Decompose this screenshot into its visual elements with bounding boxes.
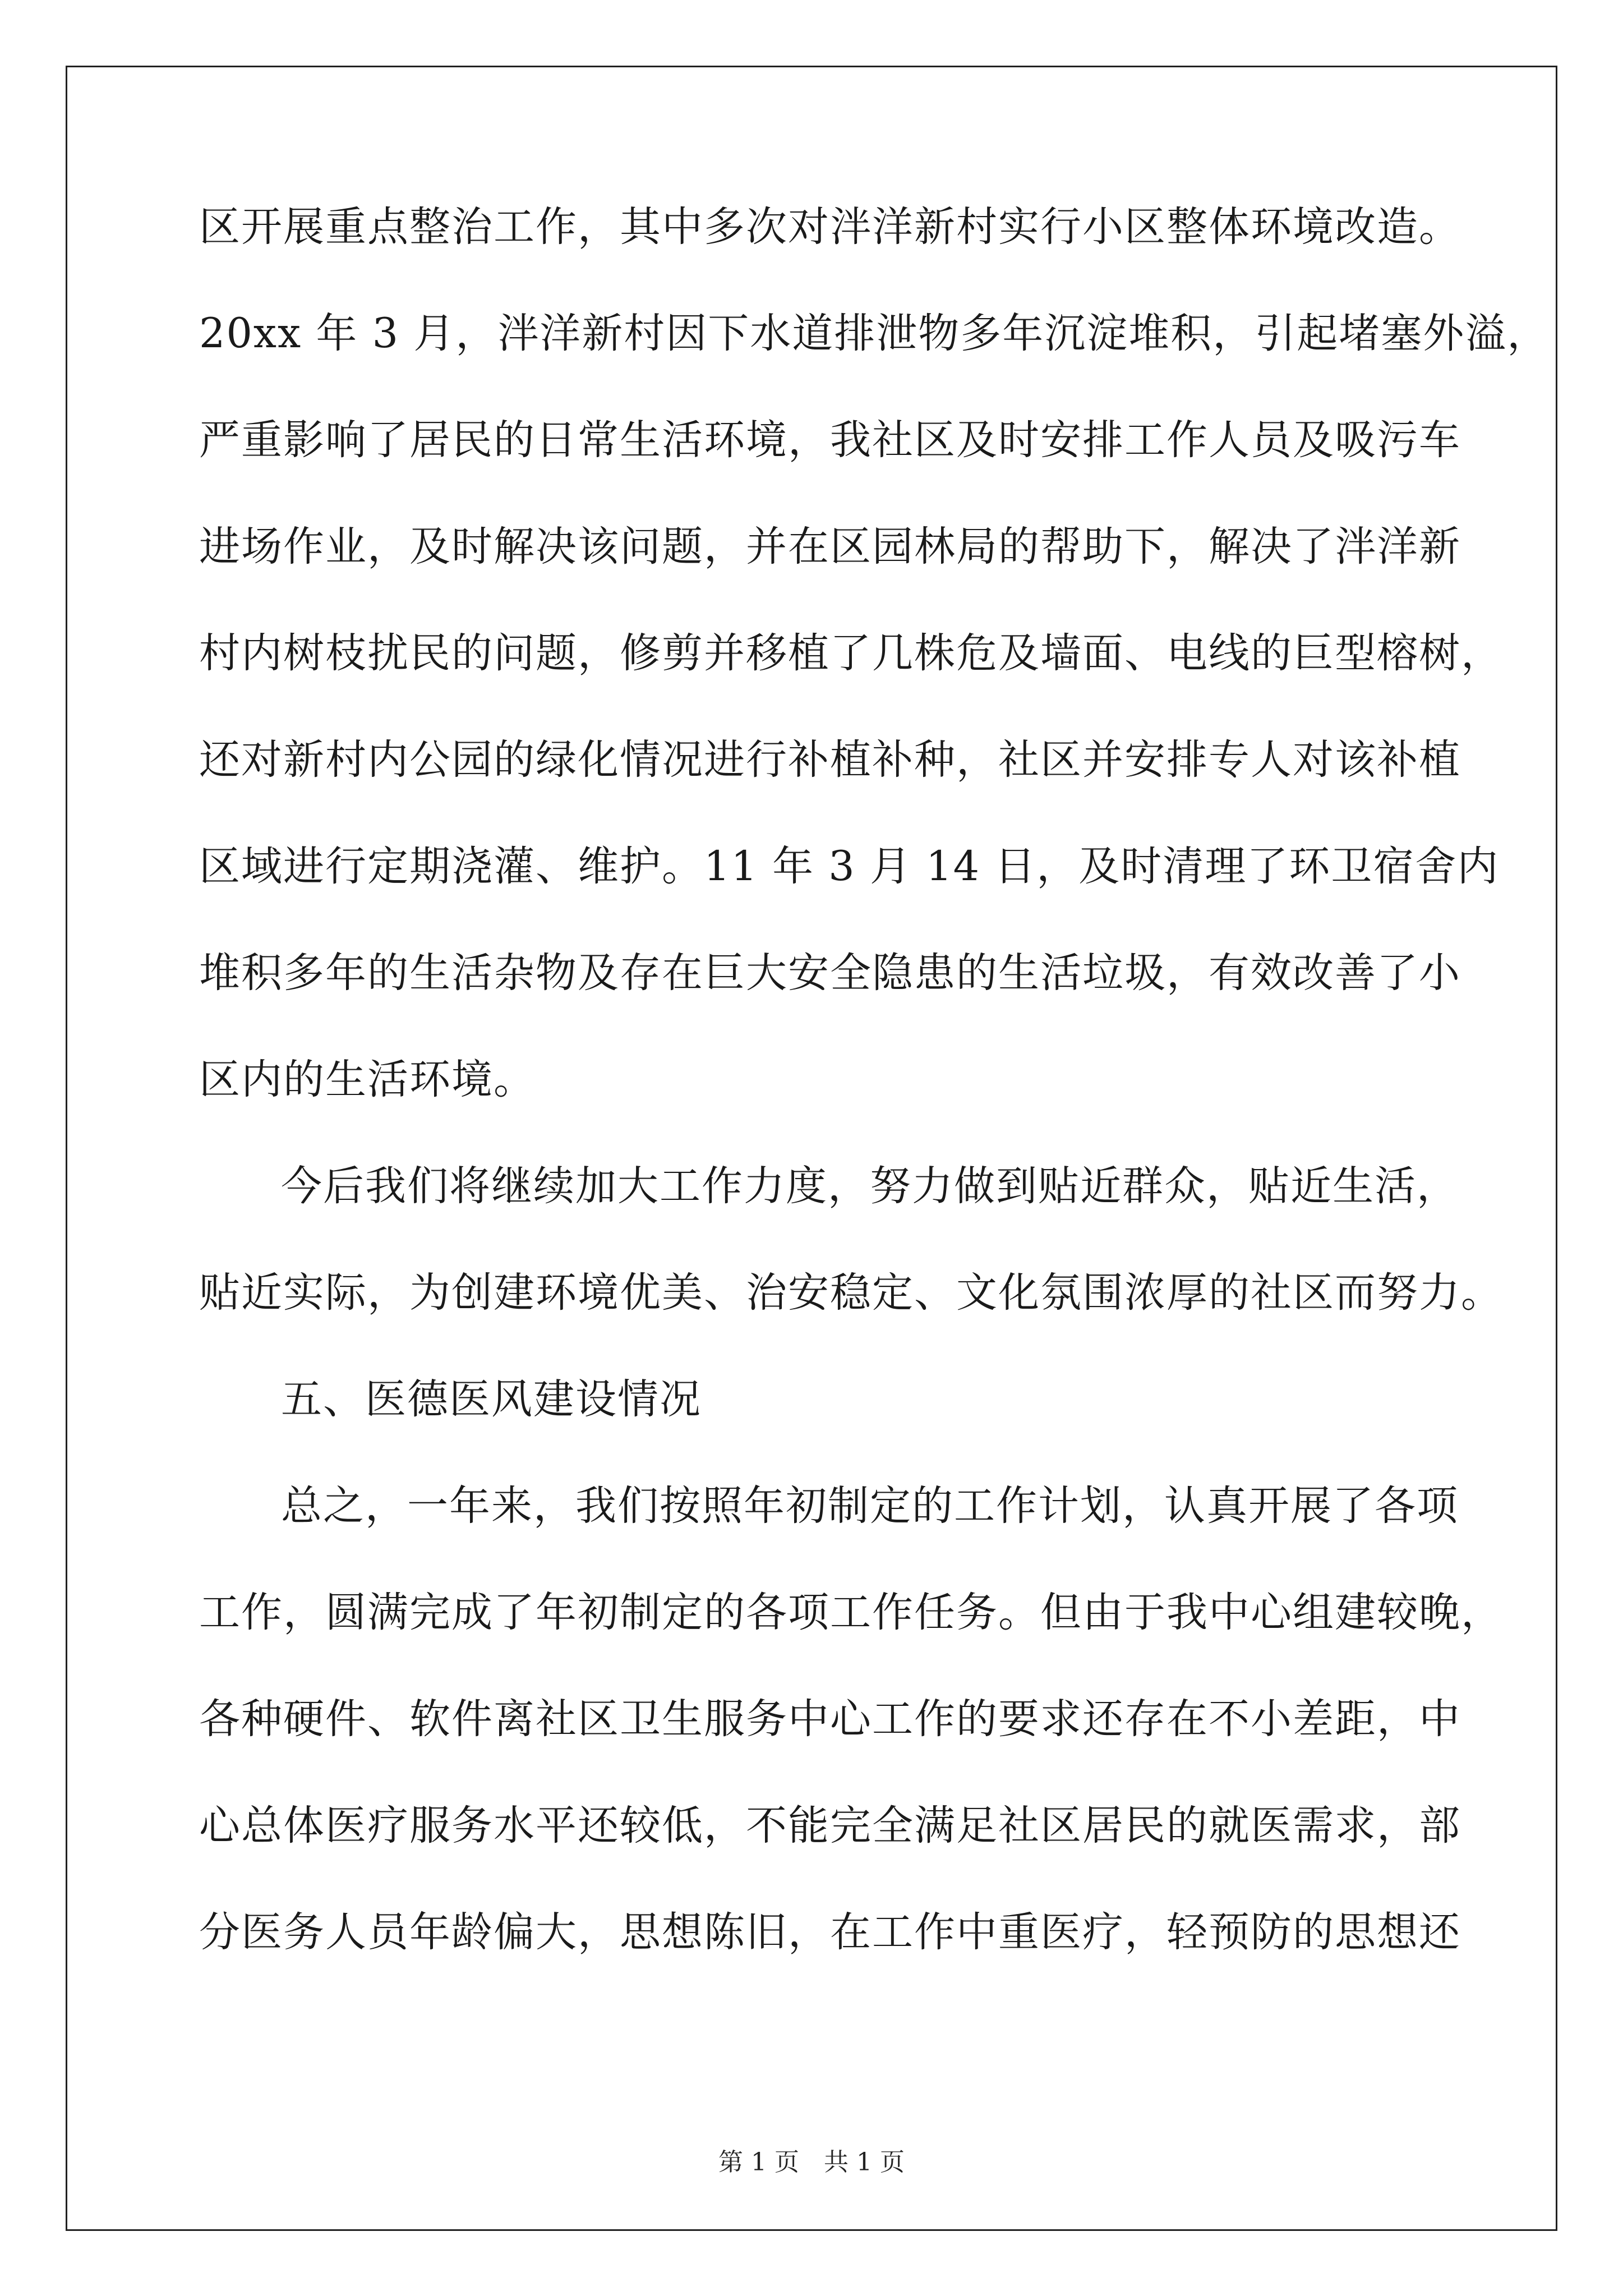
text-line: 心总体医疗服务水平还较低，不能完全满足社区居民的就医需求，部 bbox=[199, 1802, 1461, 1849]
text-line: 村内树枝扰民的问题，修剪并移植了几株危及墙面、电线的巨型榕树， bbox=[199, 629, 1503, 677]
text-line: 进场作业，及时解决该问题，并在区园林局的帮助下，解决了泮洋新 bbox=[199, 523, 1461, 570]
text-line: 还对新村内公园的绿化情况进行补植补种，社区并安排专人对该补植 bbox=[199, 736, 1461, 784]
section-heading: 五、医德医风建设情况 bbox=[281, 1375, 702, 1423]
page-footer: 第 1 页 共 1 页 bbox=[718, 2148, 905, 2177]
text-line: 分医务人员年龄偏大，思想陈旧，在工作中重医疗，轻预防的思想还 bbox=[199, 1908, 1461, 1956]
text-line: 今后我们将继续加大工作力度，努力做到贴近群众，贴近生活， bbox=[281, 1162, 1459, 1210]
text-line: 各种硬件、软件离社区卫生服务中心工作的要求还存在不小差距，中 bbox=[199, 1695, 1461, 1743]
text-line: 区内的生活环境。 bbox=[199, 1056, 536, 1103]
text-line: 区域进行定期浇灌、维护。11 年 3 月 14 日，及时清理了环卫宿舍内 bbox=[199, 843, 1500, 890]
text-line: 总之，一年来，我们按照年初制定的工作计划，认真开展了各项 bbox=[281, 1482, 1459, 1530]
text-line: 区开展重点整治工作，其中多次对泮洋新村实行小区整体环境改造。 bbox=[199, 203, 1461, 251]
text-line: 严重影响了居民的日常生活环境，我社区及时安排工作人员及吸污车 bbox=[199, 416, 1461, 464]
text-line: 堆积多年的生活杂物及存在巨大安全隐患的生活垃圾，有效改善了小 bbox=[199, 949, 1461, 997]
text-line: 贴近实际，为创建环境优美、治安稳定、文化氛围浓厚的社区而努力。 bbox=[199, 1269, 1503, 1317]
text-line: 20xx 年 3 月，泮洋新村因下水道排泄物多年沉淀堆积，引起堵塞外溢， bbox=[199, 310, 1550, 357]
text-line: 工作，圆满完成了年初制定的各项工作任务。但由于我中心组建较晚， bbox=[199, 1589, 1503, 1636]
